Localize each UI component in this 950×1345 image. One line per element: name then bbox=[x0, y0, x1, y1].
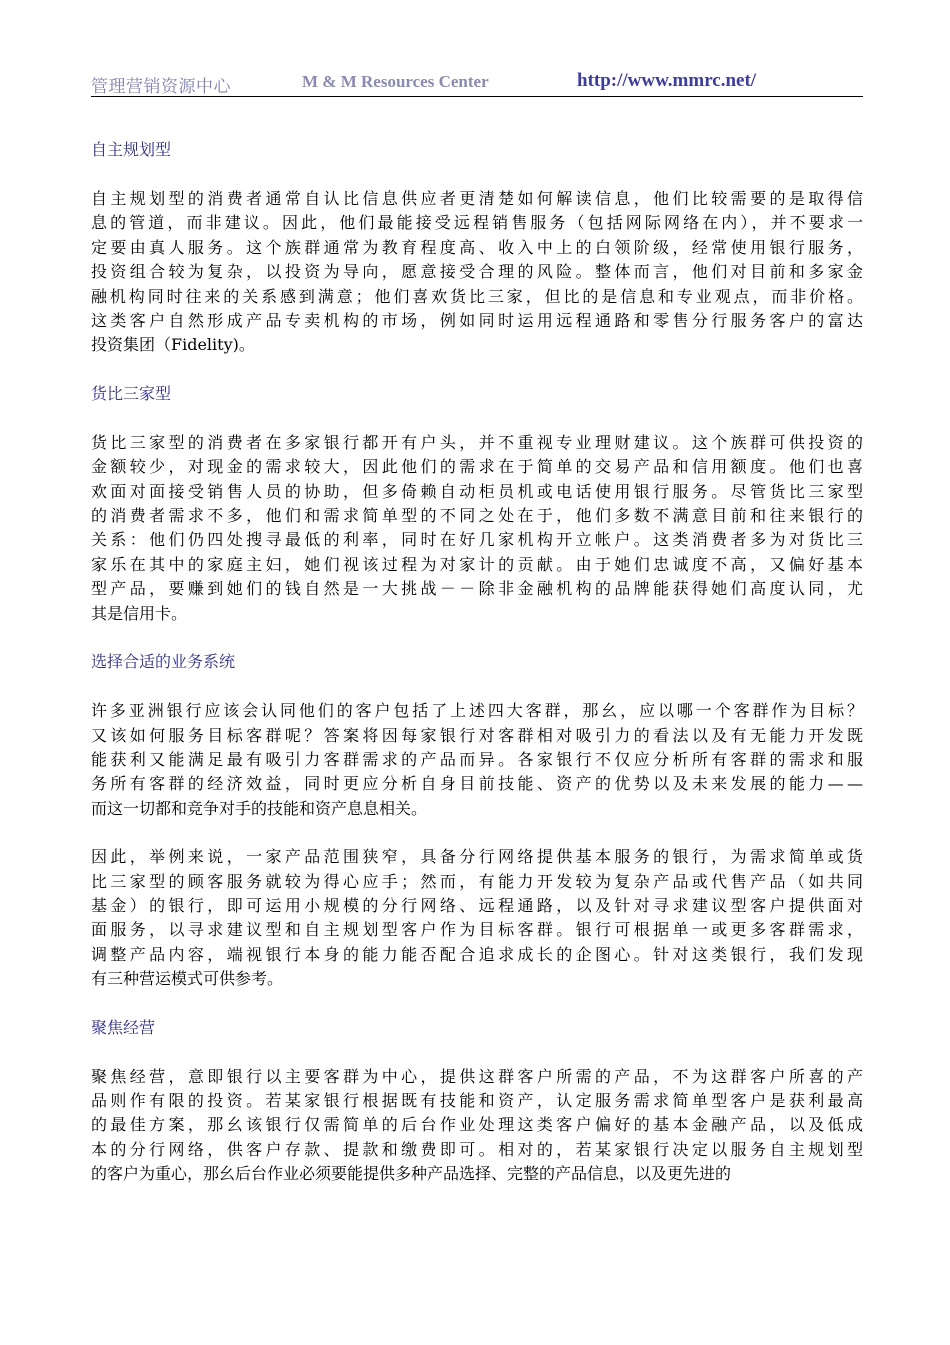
paragraph-line: 金额较少，对现金的需求较大，因此他们的需求在于简单的交易产品和信用额度。他们也喜 bbox=[91, 457, 867, 477]
paragraph-line: 因此，举例来说，一家产品范围狭窄，具备分行网络提供基本服务的银行，为需求简单或货 bbox=[91, 847, 867, 867]
paragraph-line: 面服务，以寻求建议型和自主规划型客户作为目标客群。银行可根据单一或更多客群需求， bbox=[91, 920, 867, 940]
paragraph-line: 定要由真人服务。这个族群通常为教育程度高、收入中上的白领阶级，经常使用银行服务， bbox=[91, 237, 867, 257]
paragraph-line: 自主规划型的消费者通常自认比信息供应者更清楚如何解读信息，他们比较需要的是取得信 bbox=[91, 189, 867, 208]
paragraph-line: 息的管道，而非建议。因此，他们最能接受远程销售服务（包括网际网络在内），并不要求一 bbox=[91, 213, 867, 233]
header-org-cn: 管理营销资源中心 bbox=[91, 77, 231, 96]
section-heading: 聚焦经营 bbox=[91, 1017, 156, 1037]
paragraph-line: 融机构同时往来的关系感到满意；他们喜欢货比三家，但比的是信息和专业观点，而非价格。 bbox=[91, 286, 866, 306]
paragraph-line: 而这一切都和竞争对手的技能和资产息息相关。 bbox=[91, 798, 428, 818]
paragraph-line: 投资集团（Fidelity)。 bbox=[91, 335, 255, 355]
paragraph-line: 其是信用卡。 bbox=[91, 603, 188, 623]
section-heading: 选择合适的业务系统 bbox=[91, 652, 236, 672]
paragraph bbox=[91, 845, 867, 991]
paragraph-line: 调整产品内容，端视银行本身的能力能否配合追求成长的企图心。针对这类银行，我们发现 bbox=[91, 944, 867, 964]
header-url-link[interactable]: http://www.mmrc.net/ bbox=[577, 70, 757, 91]
paragraph-line: 的消费者需求不多，他们和需求简单型的不同之处在于，他们多数不满意目前和往来银行的 bbox=[91, 506, 867, 526]
header-org-en: M & M Resources Center bbox=[302, 72, 489, 91]
paragraph-line: 比三家型的顾客服务就较为得心应手；然而，有能力开发较为复杂产品或代售产品（如共同 bbox=[91, 871, 867, 891]
paragraph-line: 本的分行网络，供客户存款、提款和缴费即可。相对的，若某家银行决定以服务自主规划型 bbox=[91, 1139, 867, 1159]
paragraph-line: 型产品，要赚到她们的钱自然是一大挑战－－除非金融机构的品牌能获得她们高度认同，尤 bbox=[91, 579, 867, 599]
page-header bbox=[91, 70, 863, 97]
section-heading: 货比三家型 bbox=[91, 383, 172, 403]
paragraph-line: 投资组合较为复杂，以投资为导向，愿意接受合理的风险。整体而言，他们对目前和多家金 bbox=[91, 262, 867, 282]
paragraph-line: 关系：他们仍四处搜寻最低的利率，同时在好几家机构开立帐户。这类消费者多为对货比三 bbox=[91, 530, 867, 550]
paragraph-line: 聚焦经营，意即银行以主要客群为中心，提供这群客户所需的产品，不为这群客户所喜的产 bbox=[91, 1066, 867, 1086]
paragraph bbox=[91, 431, 867, 626]
document-body bbox=[91, 138, 867, 1211]
paragraph bbox=[91, 699, 867, 821]
paragraph-line: 务所有客群的经济效益，同时更应分析自身目前技能、资产的优势以及未来发展的能力—— bbox=[91, 774, 867, 794]
paragraph-line: 货比三家型的消费者在多家银行都开有户头，并不重视专业理财建议。这个族群可供投资的 bbox=[91, 432, 867, 452]
section-heading: 自主规划型 bbox=[91, 140, 172, 159]
paragraph-line: 家乐在其中的家庭主妇，她们视该过程为对家计的贡献。由于她们忠诚度不高，又偏好基本 bbox=[91, 554, 867, 574]
paragraph-line: 这类客户自然形成产品专卖机构的市场，例如同时运用远程通路和零售分行服务客户的富达 bbox=[91, 311, 867, 331]
paragraph-line: 欢面对面接受销售人员的协助，但多倚赖自动柜员机或电话使用银行服务。尽管货比三家型 bbox=[91, 481, 867, 501]
paragraph-line: 又该如何服务目标客群呢？答案将因每家银行对客群相对吸引力的看法以及有无能力开发既 bbox=[91, 725, 867, 745]
paragraph-line: 基金）的银行，即可运用小规模的分行网络、远程通路，以及针对寻求建议型客户提供面对 bbox=[91, 895, 867, 915]
paragraph-line: 能获利又能满足最有吸引力客群需求的产品而异。各家银行不仅应分析所有客群的需求和服 bbox=[91, 749, 867, 769]
paragraph-line: 有三种营运模式可供参考。 bbox=[91, 969, 284, 989]
paragraph-line: 品则作有限的投资。若某家银行根据既有技能和资产，认定服务需求简单型客户是获利最高 bbox=[91, 1090, 867, 1110]
paragraph-line: 许多亚洲银行应该会认同他们的客户包括了上述四大客群，那幺，应以哪一个客群作为目标？ bbox=[91, 701, 866, 721]
paragraph bbox=[91, 1065, 867, 1187]
paragraph-line: 的最佳方案，那幺该银行仅需简单的后台作业处理这类客户偏好的基本金融产品，以及低成 bbox=[91, 1115, 867, 1135]
paragraph-line: 的客户为重心，那幺后台作业必须要能提供多种产品选择、完整的产品信息，以及更先进的 bbox=[91, 1164, 732, 1184]
paragraph bbox=[91, 187, 867, 358]
